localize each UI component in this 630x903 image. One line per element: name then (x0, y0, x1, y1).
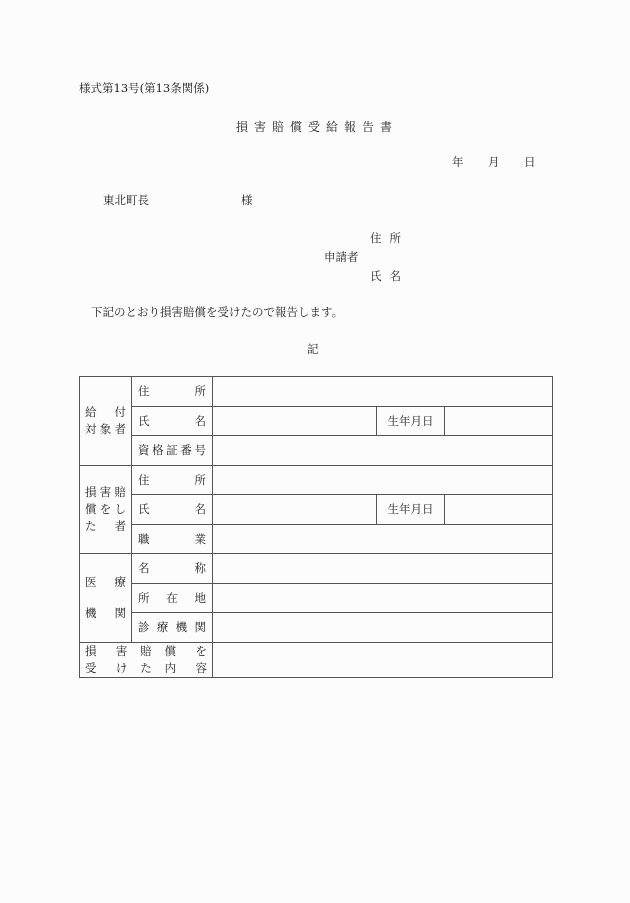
table-row (80, 524, 553, 554)
page-title: 損害賠償受給報告書 (236, 120, 399, 134)
tortfeasor-birthdate-label: 生年月日 (377, 495, 445, 525)
date-line (452, 154, 536, 170)
beneficiary-cert-number-label: 資 格 証 番 号 (132, 436, 213, 466)
tortfeasor-occupation-field[interactable] (213, 524, 553, 554)
table-row (80, 554, 553, 584)
table-row (80, 495, 553, 525)
date-year: 年 (452, 155, 464, 169)
medical-group-label: 医 療 機 関 (80, 554, 132, 643)
beneficiary-address-label: 住 所 (132, 377, 213, 407)
beneficiary-group-label: 給 付 対 象 者 (80, 377, 132, 466)
table-row (80, 406, 553, 436)
tortfeasor-group-label: 損 害 賠 償 を し た 者 (80, 465, 132, 554)
beneficiary-address-field[interactable] (213, 377, 553, 407)
tortfeasor-address-label: 住 所 (132, 465, 213, 495)
body-text: 下記のとおり損害賠償を受けたので報告します。 (91, 305, 344, 319)
table-row (80, 583, 553, 613)
medical-location-label: 所 在 地 (132, 583, 213, 613)
tortfeasor-name-field[interactable] (213, 495, 377, 525)
medical-period-label: 診 療 機 関 (132, 613, 213, 643)
beneficiary-cert-number-field[interactable] (213, 436, 553, 466)
medical-location-field[interactable] (213, 583, 553, 613)
addressee (103, 192, 253, 208)
addressee-name: 東北町長 (103, 193, 149, 207)
applicant-label: 申請者 (324, 250, 359, 264)
beneficiary-birthdate-field[interactable] (445, 406, 553, 436)
applicant-name-label: 氏名 (370, 269, 409, 283)
date-month: 月 (488, 155, 500, 169)
tortfeasor-address-field[interactable] (213, 465, 553, 495)
tortfeasor-birthdate-field[interactable] (445, 495, 553, 525)
ki-heading: 記 (307, 342, 319, 356)
table-row (80, 377, 553, 407)
medical-name-field[interactable] (213, 554, 553, 584)
report-table (79, 376, 553, 678)
form-number: 様式第13号(第13条関係) (79, 81, 210, 95)
tortfeasor-occupation-label: 職 業 (132, 524, 213, 554)
table-row (80, 465, 553, 495)
table-row (80, 436, 553, 466)
medical-name-label: 名 称 (132, 554, 213, 584)
date-day: 日 (524, 155, 536, 169)
applicant-address-label: 住所 (370, 231, 409, 245)
table-row (80, 613, 553, 643)
content-field[interactable] (213, 642, 553, 677)
content-group-label: 損 害 賠 償 を 受 け た 内 容 (80, 642, 213, 677)
beneficiary-birthdate-label: 生年月日 (377, 406, 445, 436)
tortfeasor-name-label: 氏 名 (132, 495, 213, 525)
beneficiary-name-field[interactable] (213, 406, 377, 436)
beneficiary-name-label: 氏 名 (132, 406, 213, 436)
honorific: 様 (241, 193, 253, 207)
table-row (80, 642, 553, 677)
medical-period-field[interactable] (213, 613, 553, 643)
